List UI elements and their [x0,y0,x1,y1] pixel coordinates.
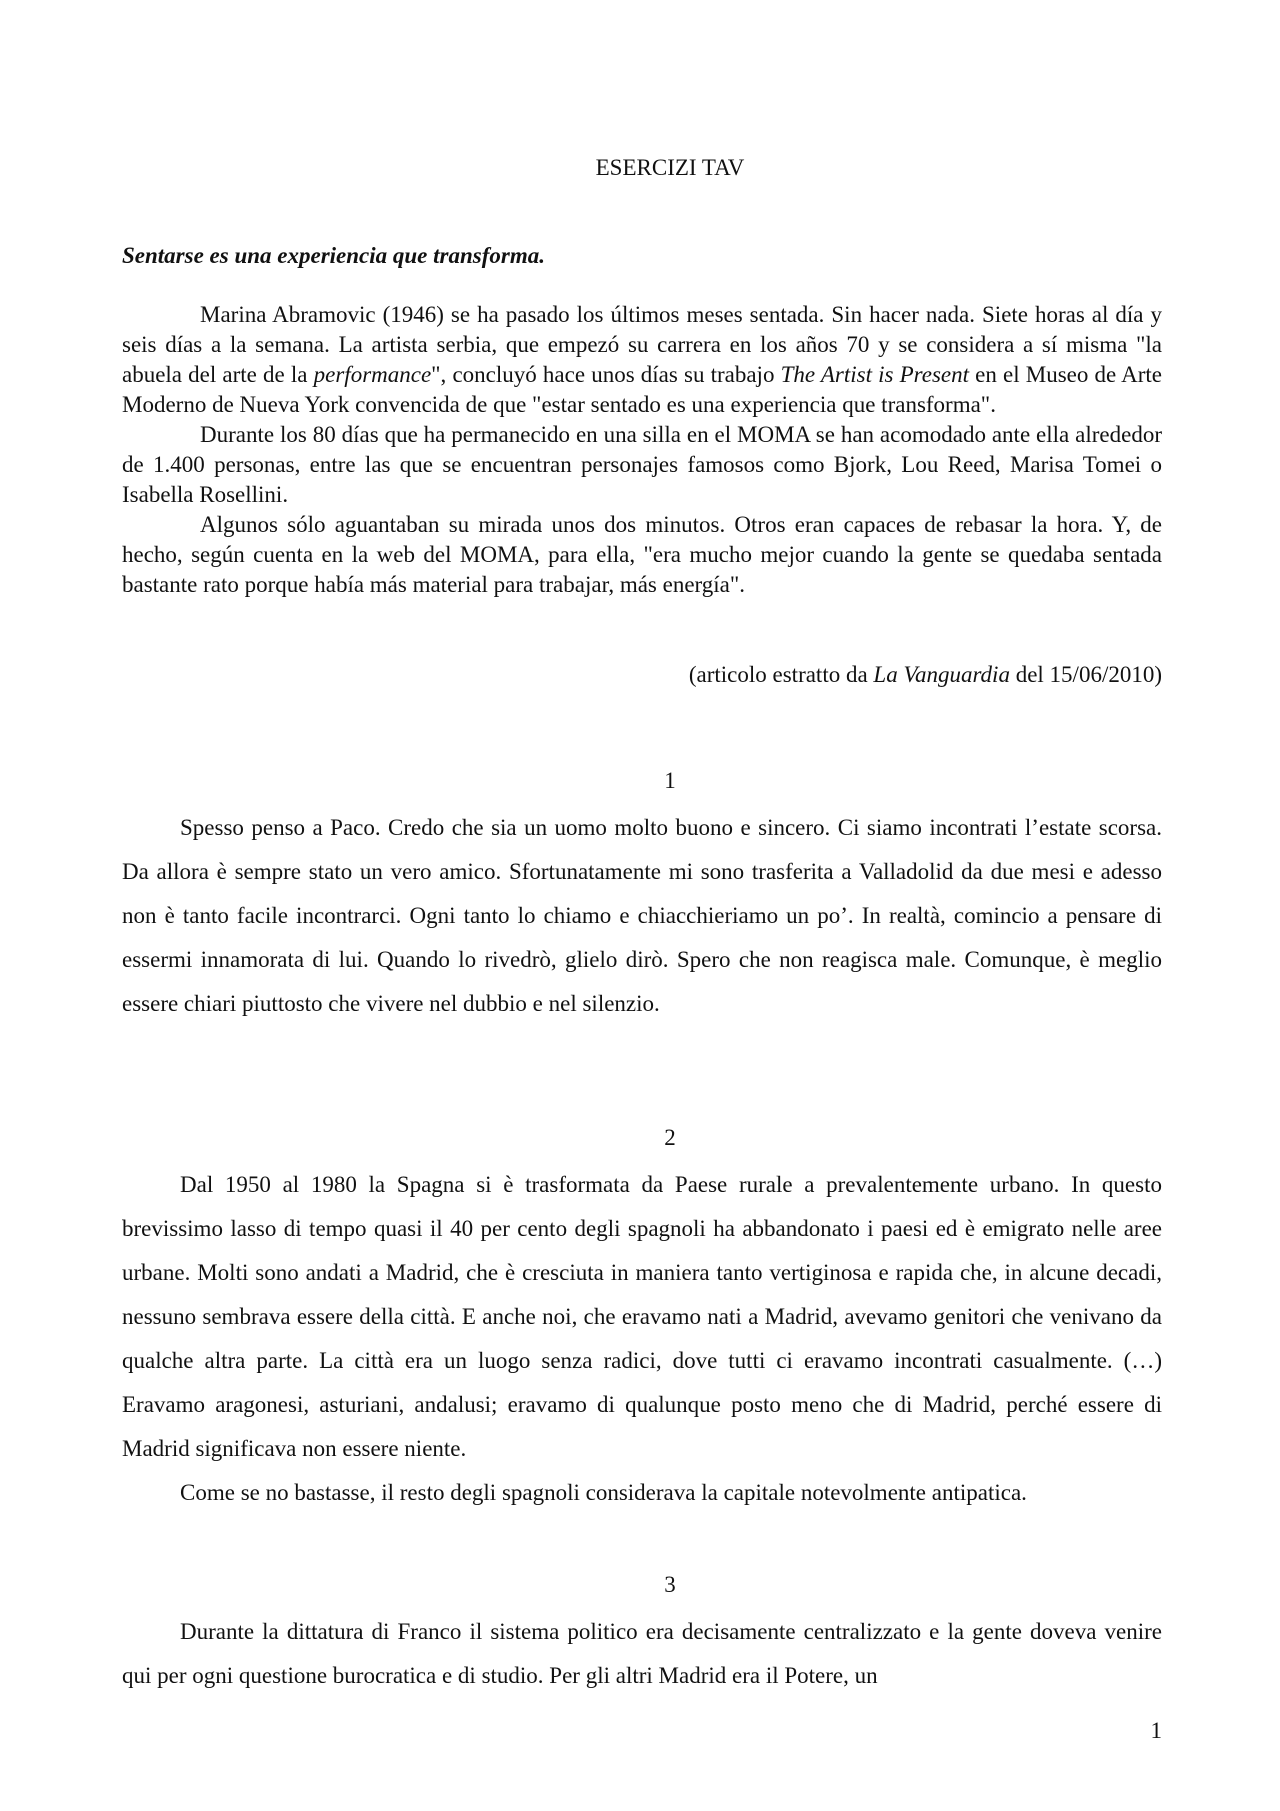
article-source: (articolo estratto da La Vanguardia del 15/06/2010) [688,662,1162,687]
exercise-text [122,1163,1162,1515]
section-number: 1 [664,768,676,793]
spanish-article [122,300,1162,600]
document-title: ESERCIZI TAV [595,155,745,180]
exercise-paragraph: Come se no bastasse, il resto degli spagnoli considerava la capitale notevolmente antipatica. [180,1480,1027,1505]
exercise-paragraph: Durante la dittatura di Franco il sistema politico era decisamente centralizzato e la gente doveva venire qui per ogni questione burocratica e di studio. Per gli altri Madrid era il Potere, un [122,1619,1162,1688]
article-paragraph: Algunos sólo aguantaban su mirada unos dos minutos. Otros eran capaces de rebasar la hora. Y, de hecho, según cuenta en la web del MOMA, para ella, "era mucho mejor cuando la gente se quedaba sentada bastante rato porque había más material para trabajar, más energía". [122,512,1162,597]
exercise-paragraph: Spesso penso a Paco. Credo che sia un uomo molto buono e sincero. Ci siamo incontrati l’estate scorsa. Da allora è sempre stato un vero amico. Sfortunatamente mi sono trasferita a Valladolid da due mesi e adesso non è tanto facile incontrarci. Ogni tanto lo chiamo e chiacchieriamo un po’. In realtà, comincio a pensare di essermi innamorata di lui. Quando lo rivedrò, glielo dirò. Spero che non reagisca male. Comunque, è meglio essere chiari piuttosto che vivere nel dubbio e nel silenzio. [122,815,1162,1016]
section-number: 2 [664,1125,676,1150]
section-number: 3 [664,1572,676,1597]
article-paragraph: Marina Abramovic (1946) se ha pasado los últimos meses sentada. Sin hacer nada. Siete horas al día y seis días a la semana. La artista serbia, que empezó su carrera en los años 70 y se considera a sí misma "la abuela del arte de la performance", concluyó hace unos días su trabajo The Artist is Present en el Museo de Arte Moderno de Nueva York convencida de que "estar sentado es una experiencia que transforma". [122,302,1162,417]
page-number: 1 [1150,1718,1162,1743]
exercise-text [122,1610,1162,1698]
article-headline: Sentarse es una experiencia que transforma. [122,243,545,268]
exercise-text [122,806,1162,1026]
exercise-paragraph: Dal 1950 al 1980 la Spagna si è trasformata da Paese rurale a prevalentemente urbano. In questo brevissimo lasso di tempo quasi il 40 per cento degli spagnoli ha abbandonato i paesi ed è emigrato nelle aree urbane. Molti sono andati a Madrid, che è cresciuta in maniera tanto vertiginosa e rapida che, in alcune decadi, nessuno sembrava essere della città. E anche noi, che eravamo nati a Madrid, avevamo genitori che venivano da qualche altra parte. La città era un luogo senza radici, dove tutti ci eravamo incontrati casualmente. (…) Eravamo aragonesi, asturiani, andalusi; eravamo di qualunque posto meno che di Madrid, perché essere di Madrid significava non essere niente. [122,1172,1162,1461]
article-paragraph: Durante los 80 días que ha permanecido en una silla en el MOMA se han acomodado ante ella alrededor de 1.400 personas, entre las que se encuentran personajes famosos como Bjork, Lou Reed, Marisa Tomei o Isabella Rosellini. [122,422,1162,507]
